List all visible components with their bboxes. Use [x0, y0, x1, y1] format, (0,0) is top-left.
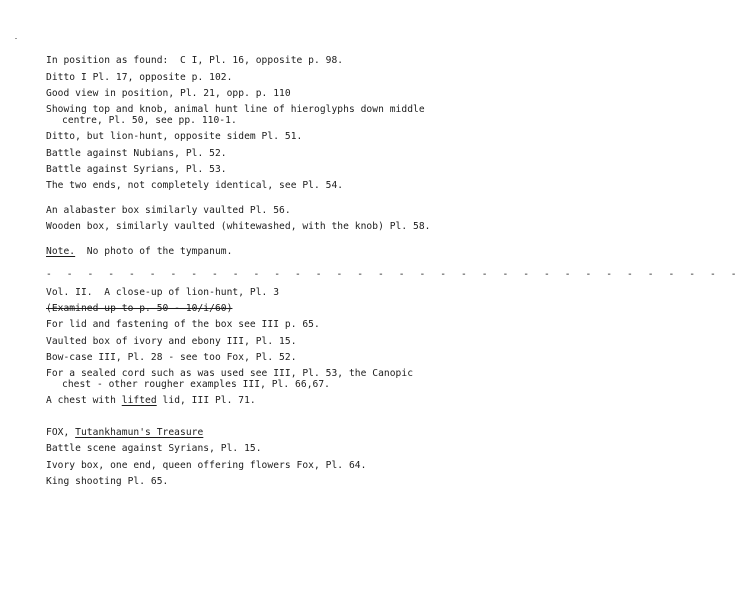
line-nubians: Battle against Nubians, Pl. 52.: [46, 148, 227, 159]
chest-pre: A chest with: [46, 395, 122, 406]
paper-speck: [15, 38, 17, 39]
line-showing-top: Showing top and knob, animal hunt line of hieroglyphs down middle: [46, 104, 425, 115]
line-king-shooting: King shooting Pl. 65.: [46, 476, 169, 487]
line-examined-struck: (Examined up to p. 50 - 10/i/60): [46, 303, 233, 314]
line-fox-heading: [46, 428, 203, 438]
line-lid-fastening: For lid and fastening of the box see III p. 65.: [46, 319, 320, 330]
line-syrians: Battle against Syrians, Pl. 53.: [46, 164, 227, 175]
chest-lifted-underlined: lifted: [121, 395, 157, 406]
line-two-ends: The two ends, not completely identical, see Pl. 54.: [46, 180, 344, 191]
chest-post: lid, III Pl. 71.: [156, 395, 256, 406]
line-bow-case: Bow-case III, Pl. 28 - see too Fox, Pl. 52.: [46, 352, 297, 363]
line-chest-lifted: [46, 396, 256, 406]
line-ivory-box: Ivory box, one end, queen offering flowers Fox, Pl. 64.: [46, 460, 367, 471]
line-sealed-cord: For a sealed cord such as was used see III, Pl. 53, the Canopic: [46, 368, 414, 379]
note-line: [46, 247, 232, 257]
dashed-separator: - - - - - - - - - - - - - - - - - - - - - - - - - - - - - - - - - -: [46, 269, 741, 280]
line-showing-top-cont: centre, Pl. 50, see pp. 110-1.: [62, 115, 237, 126]
line-ditto: Ditto I Pl. 17, opposite p. 102.: [46, 72, 233, 83]
fox-book-title: Tutankhamun's Treasure: [75, 427, 204, 438]
note-text: No photo of the tympanum.: [75, 246, 233, 257]
note-label: Note.: [46, 246, 76, 257]
line-position-found: In position as found: C I, Pl. 16, opposite p. 98.: [46, 55, 344, 66]
line-lion-hunt: Ditto, but lion-hunt, opposite sidem Pl. 51.: [46, 131, 303, 142]
line-alabaster-box: An alabaster box similarly vaulted Pl. 56.: [46, 205, 291, 216]
line-vaulted-box: Vaulted box of ivory and ebony III, Pl. 15.: [46, 336, 297, 347]
line-wooden-box: Wooden box, similarly vaulted (whitewashed, with the knob) Pl. 58.: [46, 221, 431, 232]
fox-prefix: FOX,: [46, 427, 76, 438]
line-vol-ii: Vol. II. A close-up of lion-hunt, Pl. 3: [46, 287, 280, 298]
line-battle-scene: Battle scene against Syrians, Pl. 15.: [46, 443, 262, 454]
line-good-view: Good view in position, Pl. 21, opp. p. 110: [46, 88, 291, 99]
line-sealed-cord-cont: chest - other rougher examples III, Pl. 66,67.: [62, 379, 330, 390]
